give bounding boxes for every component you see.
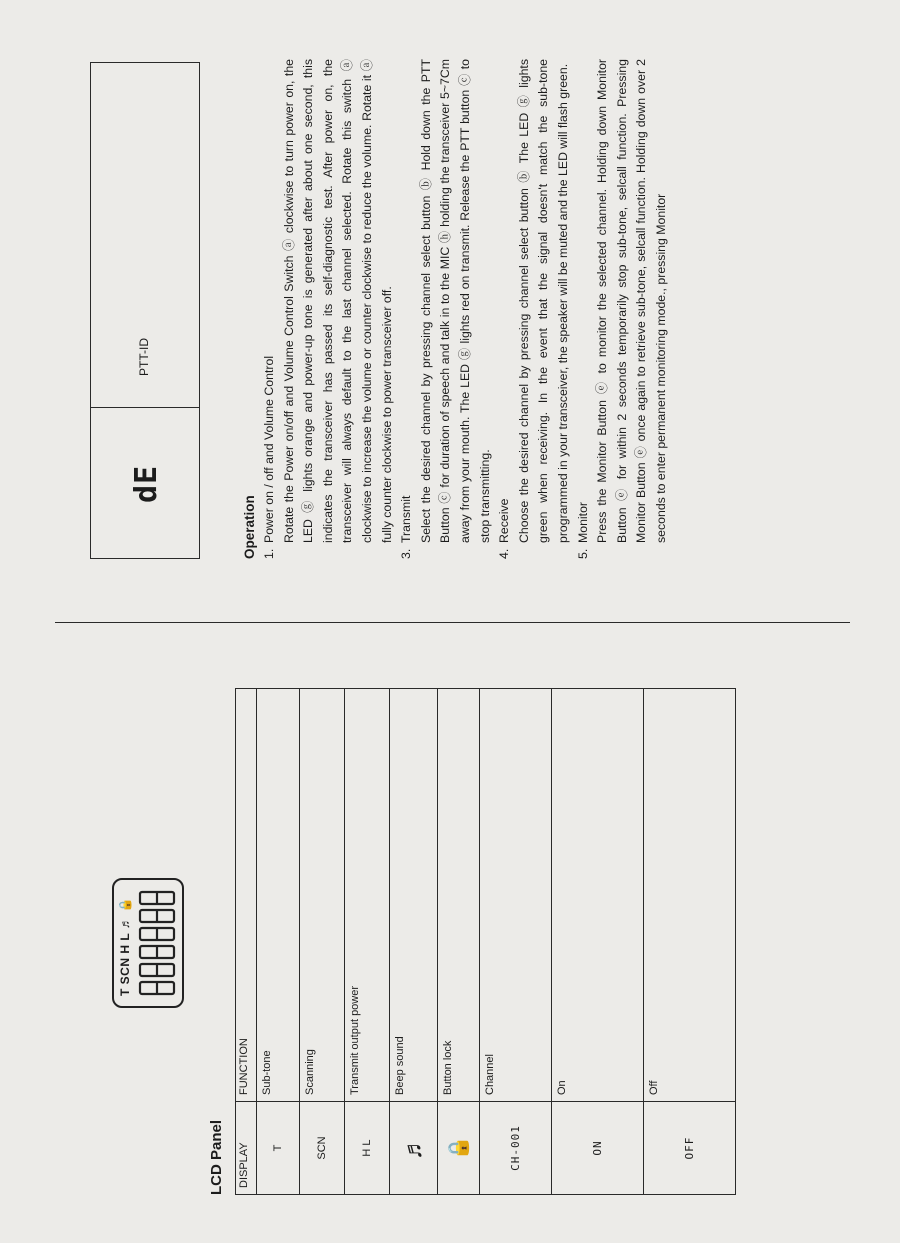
column-header-function: FUNCTION — [236, 689, 257, 1102]
table-row — [644, 689, 736, 1195]
table-header-row — [236, 689, 257, 1195]
item-number: 5. — [575, 548, 590, 559]
table-row — [552, 689, 644, 1195]
function-power: Transmit output power — [345, 689, 390, 1102]
operation-item-receive — [495, 59, 573, 559]
lcd-panel-title: LCD Panel — [208, 1119, 225, 1195]
display-off: OFF — [644, 1102, 736, 1195]
display-subtone: T — [257, 1102, 300, 1195]
ptt-id-label: PTT-ID — [137, 338, 151, 376]
item-heading: Power on / off and Volume Control — [262, 355, 276, 543]
function-lock: Button lock — [438, 689, 480, 1102]
function-on: On — [552, 689, 644, 1102]
operation-item-monitor — [574, 59, 672, 559]
item-number: 3. — [399, 548, 414, 559]
function-beep: Beep sound — [390, 689, 438, 1102]
operation-title: Operation — [242, 495, 257, 559]
item-heading: Receive — [497, 498, 512, 543]
display-scanning: SCN — [300, 1102, 345, 1195]
item-body: Rotate the Power on/off and Volume Control Switch ⓐ clockwise to turn power on, the LED ⓖ lights orange and power-up tone is generated after about one second, this indicates the transceiver has passed its self-diagnostic test. After power on, the transceiver will always default to the last channel selected. Rotate this switch ⓐ clockwise to increase the volume or counter clockwise to reduce the volume. Rotate it ⓐ fully counter clockwise to power transceiver off. — [281, 59, 394, 543]
page-divider — [55, 622, 850, 623]
display-on: ON — [552, 1102, 644, 1195]
operation-section — [240, 59, 671, 559]
function-channel: Channel — [480, 689, 552, 1102]
item-heading: Monitor — [575, 501, 590, 543]
display-power: H L — [345, 1102, 390, 1195]
table-row — [300, 689, 345, 1195]
ptt-id-box-divider — [91, 407, 199, 408]
operation-item-power — [260, 59, 397, 559]
item-heading: Transmit — [399, 495, 414, 543]
ptt-id-display-code: dE — [129, 464, 164, 503]
display-channel: CH-001 — [480, 1102, 552, 1195]
table-row — [438, 689, 480, 1195]
table-row — [257, 689, 300, 1195]
beep-note-icon: ♬ — [390, 1102, 438, 1195]
item-number: 1. — [262, 548, 276, 559]
operation-item-transmit — [397, 59, 495, 559]
lcd-digit-glyphs — [138, 886, 181, 998]
table-row — [480, 689, 552, 1195]
table-row — [345, 689, 390, 1195]
item-body: Press the Monitor Button ⓔ to monitor the selected channel. Holding down Monitor Button ⓔ for within 2 seconds temporarily stop sub-tone, selcall function. Pressing Monitor Button ⓔ once again to retrieve sub-tone, selcall function. Holding down over 2 seconds to enter permanent monitoring mode., pressing Monitor — [595, 59, 668, 543]
item-body: Select the desired channel by pressing channel select button ⓑ Hold down the PTT Button ⓒ for duration of speech and talk in to the MIC ⓗ holding the transceiver 5~7Cm away from your mouth. The LED ⓖ lights red on transmit. Release the PTT button ⓒ to stop transmitting. — [418, 59, 492, 543]
ptt-id-box — [90, 62, 200, 559]
function-scanning: Scanning — [300, 689, 345, 1102]
item-body: Choose the desired channel by pressing channel select button ⓑ The LED ⓖ lights green when receiving. In the event that the signal doesn't match the sub-tone programmed in your transceiver, the speaker will be muted and the LED will flash green. — [516, 59, 570, 543]
table-row — [390, 689, 438, 1195]
lcd-display-illustration — [112, 878, 184, 1008]
lcd-function-table — [235, 688, 736, 1195]
item-number: 4. — [497, 548, 512, 559]
lock-icon: 🔒 — [438, 1102, 480, 1195]
column-header-display: DISPLAY — [236, 1102, 257, 1195]
lcd-indicator-row: T SCN H L ♬ 🔒 — [118, 897, 132, 996]
function-off: Off — [644, 689, 736, 1102]
function-subtone: Sub-tone — [257, 689, 300, 1102]
